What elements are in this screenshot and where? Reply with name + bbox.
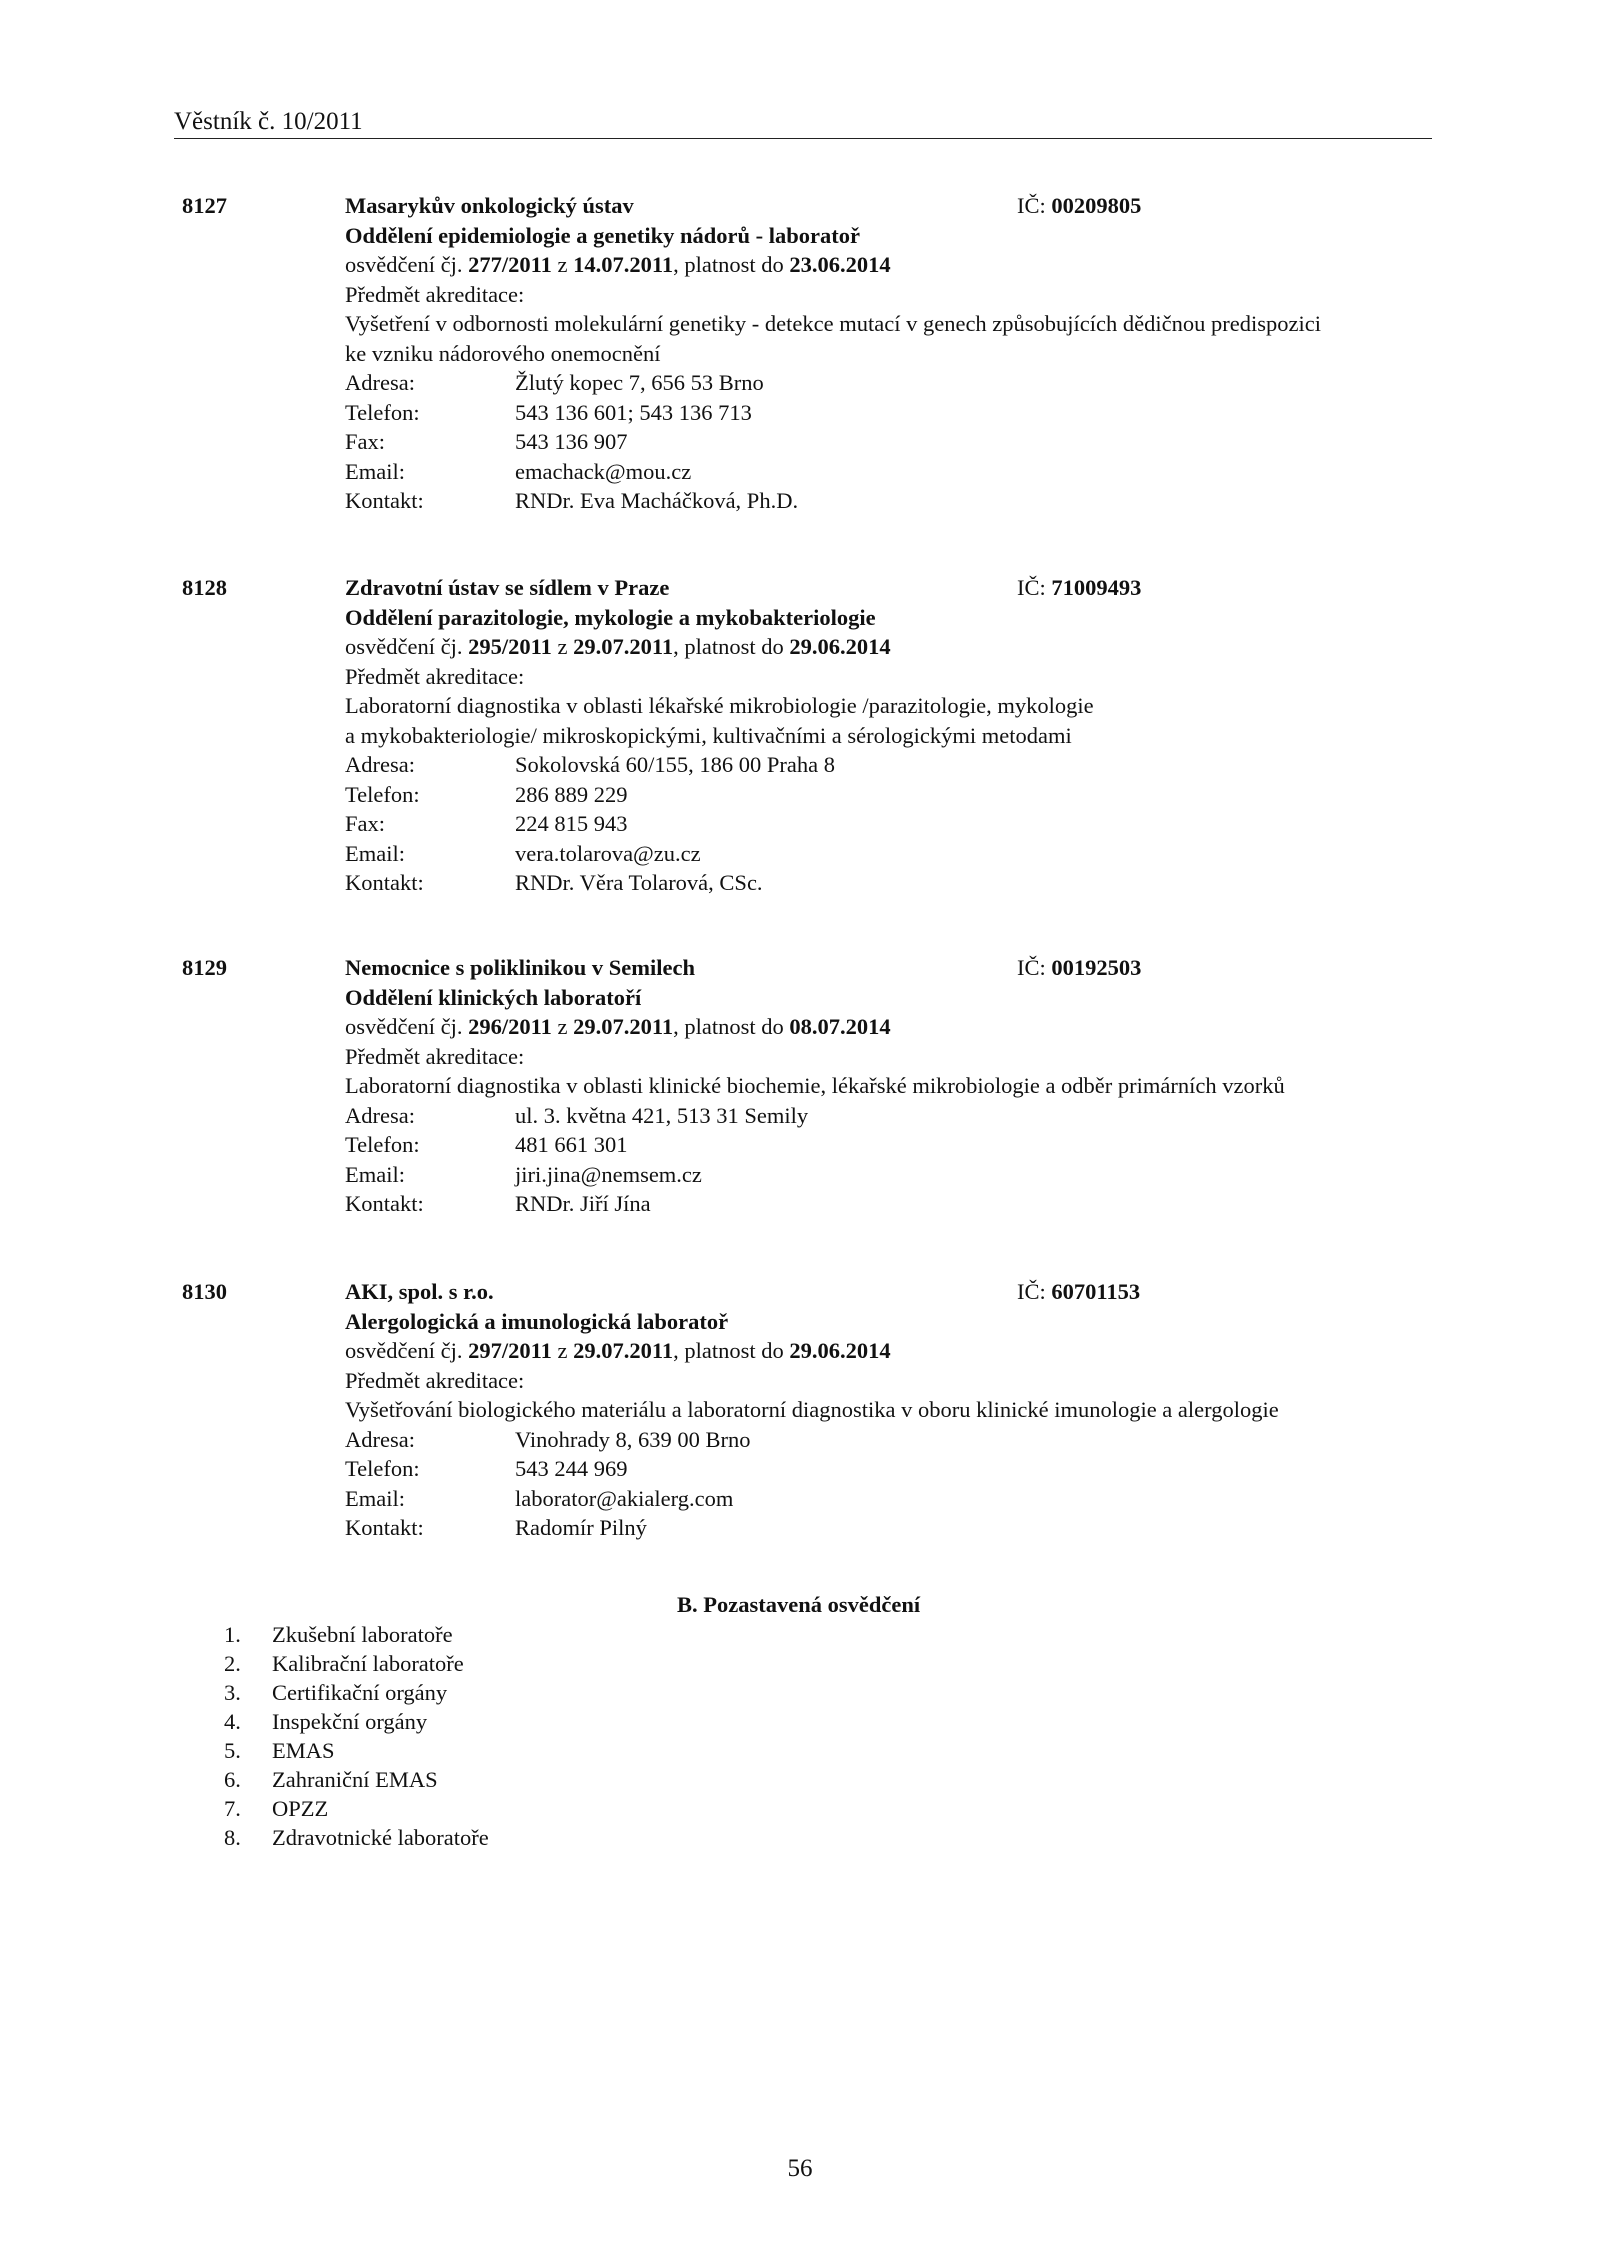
section-b-heading: B. Pozastavená osvědčení xyxy=(677,1592,921,1617)
subject-label: Předmět akreditace: xyxy=(345,663,525,689)
field-label: Email: xyxy=(345,1161,405,1187)
subject-label: Předmět akreditace: xyxy=(345,1367,525,1393)
journal-title: Věstník č. 10/2011 xyxy=(174,108,363,135)
cert-mid: z xyxy=(551,252,574,277)
department-name: Oddělení parazitologie, mykologie a mykobakteriologie xyxy=(345,604,876,630)
field-label: Email: xyxy=(345,840,405,866)
cert-valid-until: 29.06.2014 xyxy=(789,634,891,659)
list-item-number: 1. xyxy=(224,1622,241,1647)
contact-row xyxy=(345,486,1435,516)
list-item xyxy=(210,1649,489,1678)
list-item-label: EMAS xyxy=(272,1738,335,1763)
field-label: Fax: xyxy=(345,811,386,836)
list-item-number: 5. xyxy=(224,1738,241,1763)
field-value: 481 661 301 xyxy=(515,1132,628,1157)
certificate-line xyxy=(345,1336,1435,1366)
field-value: 543 136 601; 543 136 713 xyxy=(515,399,752,425)
contact-row xyxy=(345,868,1435,898)
list-item xyxy=(210,1678,489,1707)
department-name: Oddělení epidemiologie a genetiky nádorů - laboratoř xyxy=(345,222,860,248)
cert-date: 29.07.2011 xyxy=(573,1338,674,1363)
subject-text: Laboratorní diagnostika v oblasti klinické biochemie, lékařské mikrobiologie a odběr primárních vzorků xyxy=(345,1073,1285,1098)
cert-valid-until: 29.06.2014 xyxy=(789,1338,891,1363)
cert-valid-label: , platnost do xyxy=(673,634,790,659)
field-label: Fax: xyxy=(345,429,386,454)
field-label: Kontakt: xyxy=(345,870,424,895)
field-value: 543 244 969 xyxy=(515,1456,628,1481)
organization-name: AKI, spol. s r.o. xyxy=(345,1279,494,1304)
entry-body xyxy=(345,1277,1435,1543)
field-value: jiri.jina@nemsem.cz xyxy=(515,1161,702,1187)
phone-row xyxy=(345,1454,1435,1484)
cert-valid-label: , platnost do xyxy=(673,252,790,277)
certificate-line xyxy=(345,250,1435,280)
cert-valid-label: , platnost do xyxy=(673,1338,790,1363)
field-value: 224 815 943 xyxy=(515,811,628,836)
field-value: RNDr. Věra Tolarová, CSc. xyxy=(515,870,763,895)
subject-text: a mykobakteriologie/ mikroskopickými, kultivačními a sérologickými metodami xyxy=(345,722,1072,748)
list-item-label: OPZZ xyxy=(272,1796,329,1821)
field-label: Kontakt: xyxy=(345,1515,424,1540)
address-row xyxy=(345,750,1435,780)
list-item-label: Zdravotnické laboratoře xyxy=(272,1825,489,1850)
address-row xyxy=(345,1425,1435,1455)
field-label: Adresa: xyxy=(345,1102,415,1128)
suspended-categories-list xyxy=(210,1620,489,1852)
subject-text: ke vzniku nádorového onemocnění xyxy=(345,340,661,366)
list-item-label: Kalibrační laboratoře xyxy=(272,1651,464,1676)
field-value: Vinohrady 8, 639 00 Brno xyxy=(515,1426,751,1452)
cert-mid: z xyxy=(551,1338,574,1363)
email-row xyxy=(345,1160,1435,1190)
cert-number: 277/2011 xyxy=(468,252,552,277)
field-label: Email: xyxy=(345,458,405,484)
entry-body xyxy=(345,953,1435,1219)
subject-text: Laboratorní diagnostika v oblasti lékařské mikrobiologie /parazitologie, mykologie xyxy=(345,693,1094,718)
cert-prefix: osvědčení čj. xyxy=(345,252,469,277)
address-row xyxy=(345,1101,1435,1131)
list-item xyxy=(210,1707,489,1736)
cert-prefix: osvědčení čj. xyxy=(345,1338,469,1363)
phone-row xyxy=(345,1130,1435,1160)
list-item-number: 4. xyxy=(224,1709,241,1734)
field-value: 543 136 907 xyxy=(515,429,628,454)
ic-label: IČ: xyxy=(1017,193,1052,218)
certificate-line xyxy=(345,1012,1435,1042)
list-item-number: 2. xyxy=(224,1651,241,1676)
page-header xyxy=(174,108,1432,139)
ic-label: IČ: xyxy=(1017,1279,1052,1304)
ic-value: 60701153 xyxy=(1051,1279,1141,1304)
list-item-number: 6. xyxy=(224,1767,241,1792)
contact-row xyxy=(345,1189,1435,1219)
subject-label: Předmět akreditace: xyxy=(345,281,525,307)
field-label: Adresa: xyxy=(345,752,415,777)
field-label: Telefon: xyxy=(345,1132,420,1157)
subject-label: Předmět akreditace: xyxy=(345,1043,525,1069)
cert-prefix: osvědčení čj. xyxy=(345,634,469,659)
field-value: vera.tolarova@zu.cz xyxy=(515,840,701,866)
organization-name: Masarykův onkologický ústav xyxy=(345,193,634,218)
field-value: Žlutý kopec 7, 656 53 Brno xyxy=(515,370,764,395)
field-label: Kontakt: xyxy=(345,1191,424,1216)
field-label: Telefon: xyxy=(345,399,420,425)
list-item xyxy=(210,1620,489,1649)
list-item xyxy=(210,1794,489,1823)
list-item-number: 7. xyxy=(224,1796,241,1821)
phone-row xyxy=(345,398,1435,428)
email-row xyxy=(345,839,1435,869)
list-item-label: Certifikační orgány xyxy=(272,1680,448,1705)
field-label: Adresa: xyxy=(345,1426,415,1452)
cert-valid-until: 23.06.2014 xyxy=(789,252,891,277)
field-label: Email: xyxy=(345,1485,405,1511)
cert-valid-until: 08.07.2014 xyxy=(789,1014,891,1039)
list-item xyxy=(210,1823,489,1852)
field-value: RNDr. Eva Macháčková, Ph.D. xyxy=(515,488,799,513)
email-row xyxy=(345,1484,1435,1514)
cert-number: 296/2011 xyxy=(468,1014,552,1039)
field-value: RNDr. Jiří Jína xyxy=(515,1191,651,1216)
field-value: 286 889 229 xyxy=(515,781,628,807)
ic-label: IČ: xyxy=(1017,955,1052,980)
list-item xyxy=(210,1736,489,1765)
field-label: Telefon: xyxy=(345,1456,420,1481)
list-item-label: Zkušební laboratoře xyxy=(272,1622,453,1647)
list-item-number: 3. xyxy=(224,1680,241,1705)
ic-value: 71009493 xyxy=(1051,575,1142,600)
department-name: Oddělení klinických laboratoří xyxy=(345,984,642,1010)
cert-date: 29.07.2011 xyxy=(573,634,674,659)
cert-valid-label: , platnost do xyxy=(673,1014,790,1039)
entry-number: 8130 xyxy=(182,1279,227,1304)
phone-row xyxy=(345,780,1435,810)
entry-number: 8127 xyxy=(182,193,227,218)
entry-number: 8129 xyxy=(182,955,227,980)
organization-name: Zdravotní ústav se sídlem v Praze xyxy=(345,575,670,600)
fax-row xyxy=(345,427,1435,457)
cert-number: 295/2011 xyxy=(468,634,552,659)
email-row xyxy=(345,457,1435,487)
contact-row xyxy=(345,1513,1435,1543)
field-value: Sokolovská 60/155, 186 00 Praha 8 xyxy=(515,752,835,777)
field-value: Radomír Pilný xyxy=(515,1515,647,1540)
entry-number: 8128 xyxy=(182,575,227,600)
field-value: emachack@mou.cz xyxy=(515,458,692,484)
list-item xyxy=(210,1765,489,1794)
cert-prefix: osvědčení čj. xyxy=(345,1014,469,1039)
field-value: ul. 3. května 421, 513 31 Semily xyxy=(515,1102,809,1128)
address-row xyxy=(345,368,1435,398)
fax-row xyxy=(345,809,1435,839)
page-number: 56 xyxy=(787,2155,813,2182)
cert-date: 14.07.2011 xyxy=(573,252,674,277)
department-name: Alergologická a imunologická laboratoř xyxy=(345,1308,729,1334)
subject-text: Vyšetření v odbornosti molekulární genetiky - detekce mutací v genech způsobujících dědičnou predispozici xyxy=(345,311,1321,336)
field-label: Kontakt: xyxy=(345,488,424,513)
list-item-label: Zahraniční EMAS xyxy=(272,1767,438,1792)
cert-mid: z xyxy=(551,1014,574,1039)
field-label: Adresa: xyxy=(345,370,415,395)
entry-body xyxy=(345,573,1435,898)
list-item-label: Inspekční orgány xyxy=(272,1709,428,1734)
cert-date: 29.07.2011 xyxy=(573,1014,674,1039)
cert-number: 297/2011 xyxy=(468,1338,552,1363)
entry-body xyxy=(345,191,1435,516)
organization-name: Nemocnice s poliklinikou v Semilech xyxy=(345,955,696,980)
ic-value: 00209805 xyxy=(1051,193,1142,218)
certificate-line xyxy=(345,632,1435,662)
ic-label: IČ: xyxy=(1017,575,1052,600)
list-item-number: 8. xyxy=(224,1825,241,1850)
field-label: Telefon: xyxy=(345,781,420,807)
subject-text: Vyšetřování biologického materiálu a laboratorní diagnostika v oboru klinické imunologie a alergologie xyxy=(345,1397,1279,1422)
ic-value: 00192503 xyxy=(1051,955,1142,980)
cert-mid: z xyxy=(551,634,574,659)
field-value: laborator@akialerg.com xyxy=(515,1485,734,1511)
